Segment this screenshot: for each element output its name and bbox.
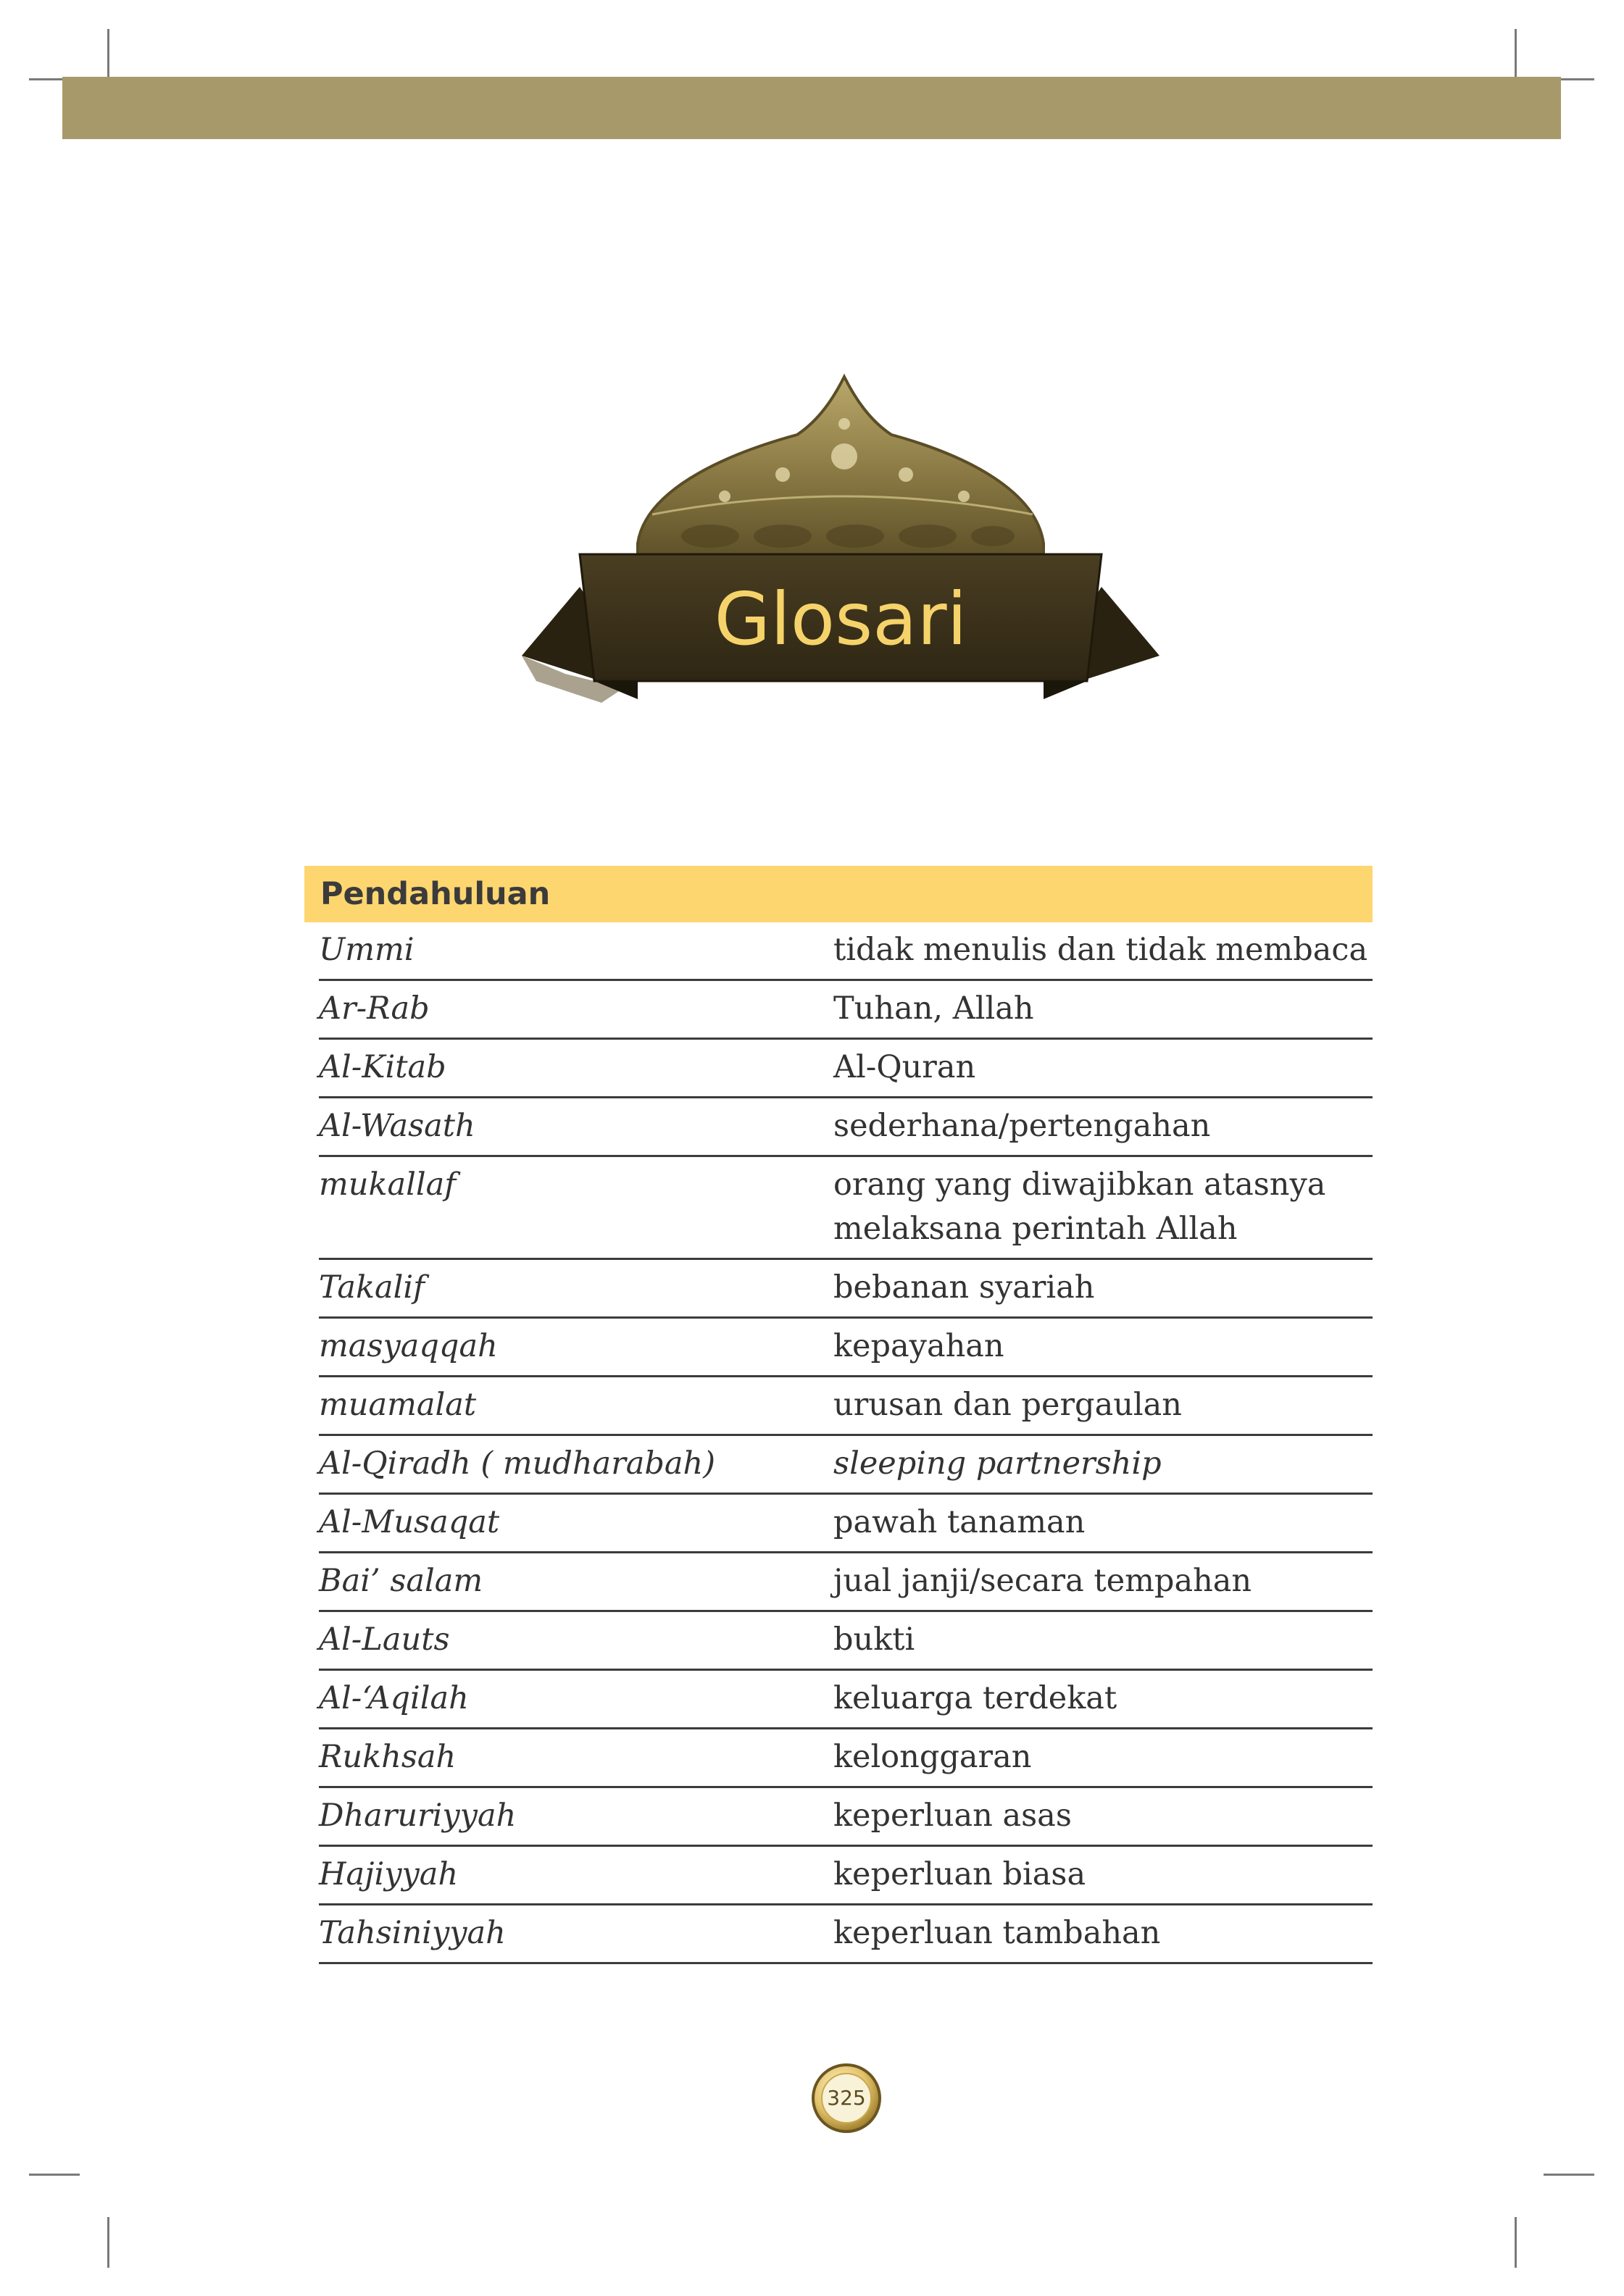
glossary-row — [319, 1495, 1373, 1553]
banner-title: Glosari — [714, 577, 967, 661]
glossary-row — [319, 1436, 1373, 1495]
glossary-definition: sederhana/pertengahan — [833, 1108, 1211, 1144]
glossary-row — [319, 1729, 1373, 1788]
page-number: 325 — [827, 2086, 866, 2110]
glossary-definition: orang yang diwajibkan atasnya melaksana perintah Allah — [833, 1166, 1326, 1247]
glossary-definition: keperluan tambahan — [833, 1915, 1161, 1951]
glossary-definition: pawah tanaman — [833, 1504, 1086, 1540]
glossary-row — [319, 1319, 1373, 1377]
glossary-definition: bebanan syariah — [833, 1269, 1095, 1306]
glossary-definition: tidak menulis dan tidak membaca — [833, 932, 1368, 968]
glossary-definition: kepayahan — [833, 1328, 1004, 1364]
glossary-term: Tahsiniyyah — [319, 1915, 506, 1951]
glossary-term: Takalif — [319, 1269, 425, 1306]
glossary-table — [319, 922, 1373, 1964]
glossary-definition: urusan dan pergaulan — [833, 1387, 1182, 1423]
glossary-row — [319, 1098, 1373, 1157]
glossary-definition: bukti — [833, 1621, 915, 1658]
glossary-row — [319, 1553, 1373, 1612]
crop-mark — [1515, 29, 1517, 80]
glossary-row — [319, 922, 1373, 981]
glossary-row — [319, 1788, 1373, 1847]
glossary-term: Al-Lauts — [319, 1621, 450, 1658]
glossary-row — [319, 981, 1373, 1040]
glossary-row — [319, 1847, 1373, 1905]
glossary-term: Al-Kitab — [319, 1049, 446, 1085]
glossary-term: mukallaf — [319, 1166, 457, 1203]
glossary-row — [319, 1040, 1373, 1098]
glossary-definition: keperluan asas — [833, 1798, 1072, 1834]
glossary-definition: Al-Quran — [833, 1049, 976, 1085]
glossary-term: Al-Musaqat — [319, 1504, 500, 1540]
crop-mark — [1544, 2174, 1594, 2176]
glossary-definition: sleeping partnership — [833, 1445, 1162, 1482]
crop-mark — [29, 2174, 80, 2176]
glossary-row — [319, 1260, 1373, 1319]
glossary-row — [319, 1905, 1373, 1964]
glossary-definition: Tuhan, Allah — [833, 990, 1034, 1027]
crop-mark — [107, 29, 109, 80]
section-title: Pendahuluan — [304, 866, 1373, 922]
glossary-row — [319, 1612, 1373, 1671]
glossary-term: Al-Qiradh ( mudharabah) — [319, 1445, 716, 1482]
glossary-term: Al-‘Aqilah — [319, 1680, 469, 1716]
glossary-definition: kelonggaran — [833, 1739, 1032, 1775]
glossary-row — [319, 1377, 1373, 1436]
crop-mark — [107, 2217, 109, 2268]
page-number-badge — [810, 2062, 883, 2134]
glossary-definition: keperluan biasa — [833, 1856, 1086, 1892]
glossary-row — [319, 1157, 1373, 1260]
glossary-term: Bai’ salam — [319, 1563, 483, 1599]
glossary-term: Rukhsah — [319, 1739, 457, 1775]
glossary-term: masyaqqah — [319, 1328, 498, 1364]
crop-mark — [1515, 2217, 1517, 2268]
dome-ribbon-illustration — [522, 370, 1159, 746]
glossary-definition: jual janji/secara tempahan — [833, 1563, 1252, 1599]
glossary-term: Al-Wasath — [319, 1108, 475, 1144]
glossary-term: Ar-Rab — [319, 990, 430, 1027]
glossary-term: muamalat — [319, 1387, 477, 1423]
glossary-term: Dharuriyyah — [319, 1798, 517, 1834]
glossary-term: Hajiyyah — [319, 1856, 459, 1892]
glossary-term: Ummi — [319, 932, 415, 968]
top-header-bar — [62, 77, 1561, 139]
glosari-banner — [522, 370, 1159, 746]
glossary-definition: keluarga terdekat — [833, 1680, 1117, 1716]
glossary-row — [319, 1671, 1373, 1729]
